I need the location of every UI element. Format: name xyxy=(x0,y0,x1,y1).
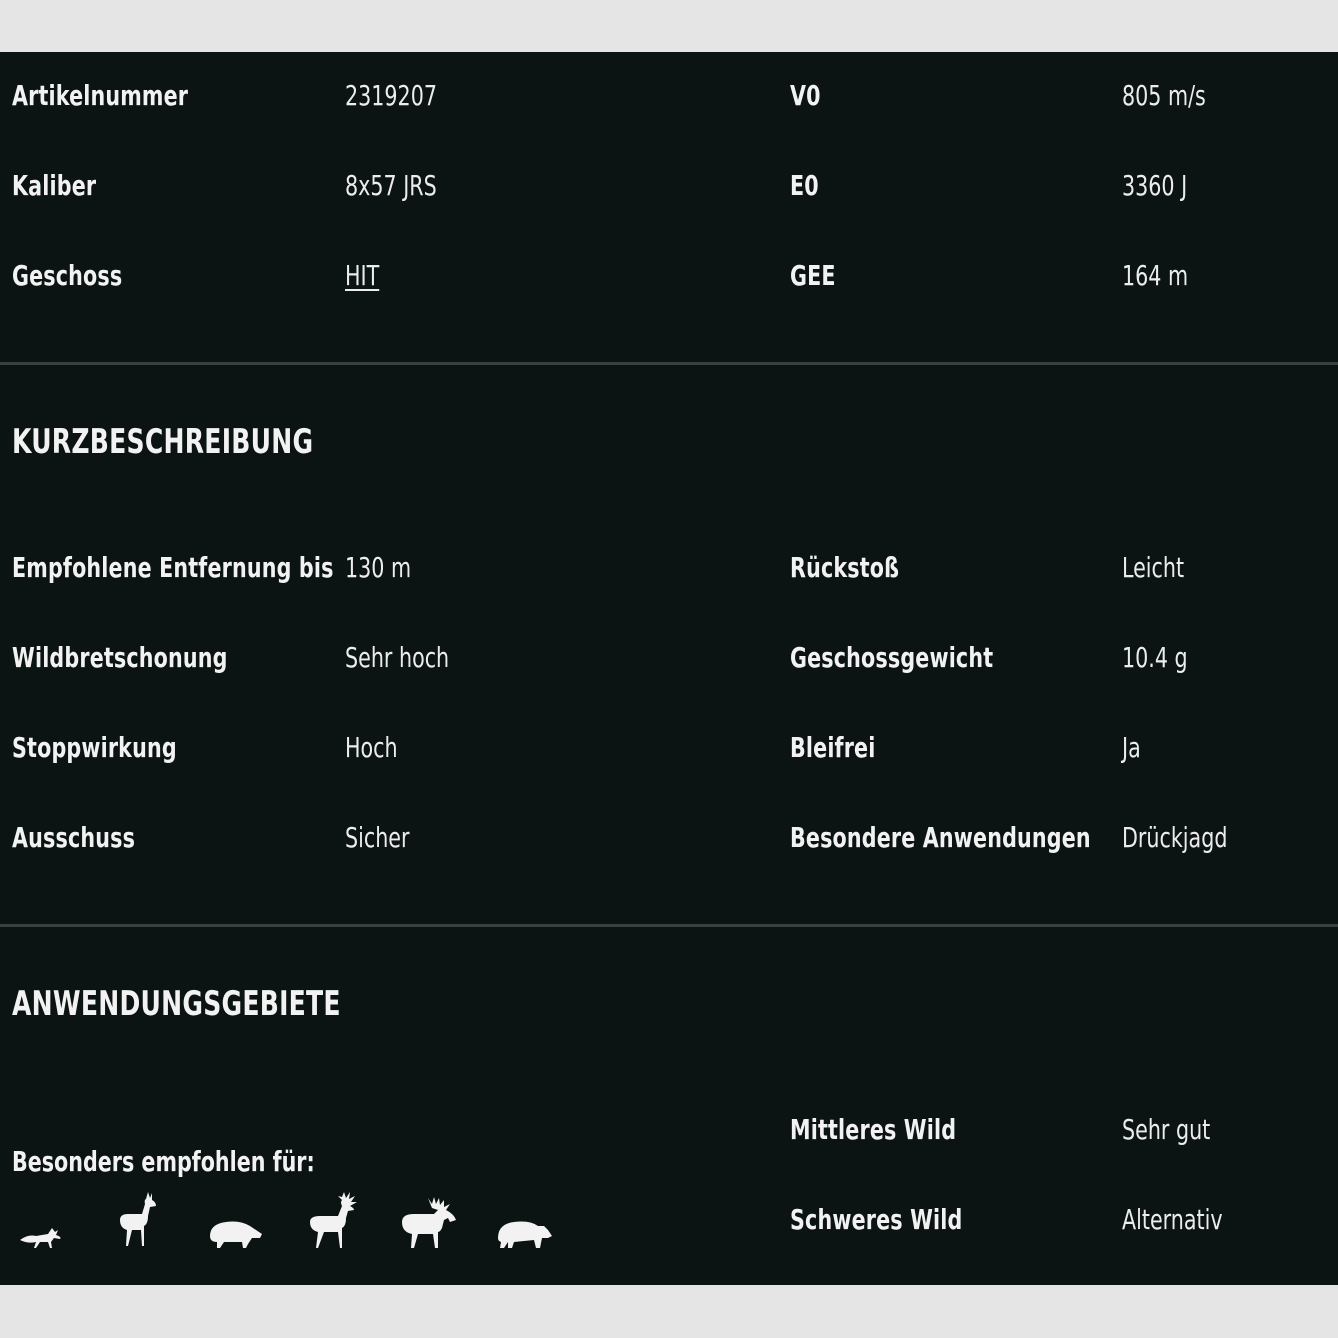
section-divider xyxy=(0,362,1338,365)
spec-label: Bleifrei xyxy=(790,731,876,764)
spec-label: Geschossgewicht xyxy=(790,641,994,674)
spec-label: GEE xyxy=(790,259,836,292)
animal-icons xyxy=(14,1184,574,1250)
spec-value: Sicher xyxy=(345,821,410,854)
spec-label: Kaliber xyxy=(12,169,97,202)
spec-value: Sehr hoch xyxy=(345,641,450,674)
spec-row xyxy=(0,548,1338,588)
spec-value: 8x57 JRS xyxy=(345,169,437,202)
geschoss-link[interactable]: HIT xyxy=(345,259,380,292)
fox-icon xyxy=(18,1220,64,1250)
spec-label: Wildbretschonung xyxy=(12,641,228,674)
spec-label: E0 xyxy=(790,169,819,202)
spec-value: 10.4 g xyxy=(1122,641,1188,674)
spec-value: Leicht xyxy=(1122,551,1185,584)
spec-value: Ja xyxy=(1122,731,1141,764)
roe-deer-icon xyxy=(114,1190,160,1250)
spec-value: 2319207 xyxy=(345,79,437,112)
spec-label: Besondere Anwendungen xyxy=(790,821,1091,854)
section-divider xyxy=(0,924,1338,927)
spec-label: Geschoss xyxy=(12,259,123,292)
spec-value: Hoch xyxy=(345,731,398,764)
spec-label: Ausschuss xyxy=(12,821,136,854)
spec-row-kaliber xyxy=(0,166,1338,206)
spec-label: Stoppwirkung xyxy=(12,731,177,764)
spec-label: Empfohlene Entfernung bis xyxy=(12,551,334,584)
spec-row xyxy=(0,728,1338,768)
wild-boar-icon xyxy=(206,1216,264,1250)
product-spec-panel xyxy=(0,52,1338,1285)
spec-value: Sehr gut xyxy=(1122,1113,1211,1146)
section-title-anwendungsgebiete: ANWENDUNGSGEBIETE xyxy=(12,984,341,1024)
red-deer-icon xyxy=(302,1190,360,1250)
recommended-for-label: Besonders empfohlen für: xyxy=(12,1145,315,1178)
spec-row-geschoss xyxy=(0,256,1338,296)
spec-value: 3360 J xyxy=(1122,169,1188,202)
bear-icon xyxy=(494,1216,554,1250)
spec-value: 130 m xyxy=(345,551,412,584)
spec-value: Drückjagd xyxy=(1122,821,1228,854)
spec-label: Artikelnummer xyxy=(12,79,189,112)
spec-label: Schweres Wild xyxy=(790,1203,963,1236)
moose-icon xyxy=(398,1194,458,1250)
spec-row xyxy=(0,638,1338,678)
spec-row xyxy=(0,818,1338,858)
spec-label: Mittleres Wild xyxy=(790,1113,957,1146)
spec-value: 164 m xyxy=(1122,259,1189,292)
spec-row-artikelnummer xyxy=(0,76,1338,116)
spec-value: 805 m/s xyxy=(1122,79,1206,112)
spec-label: Rückstoß xyxy=(790,551,900,584)
spec-value: Alternativ xyxy=(1122,1203,1223,1236)
section-title-kurzbeschreibung: KURZBESCHREIBUNG xyxy=(12,422,314,462)
spec-label: V0 xyxy=(790,79,821,112)
